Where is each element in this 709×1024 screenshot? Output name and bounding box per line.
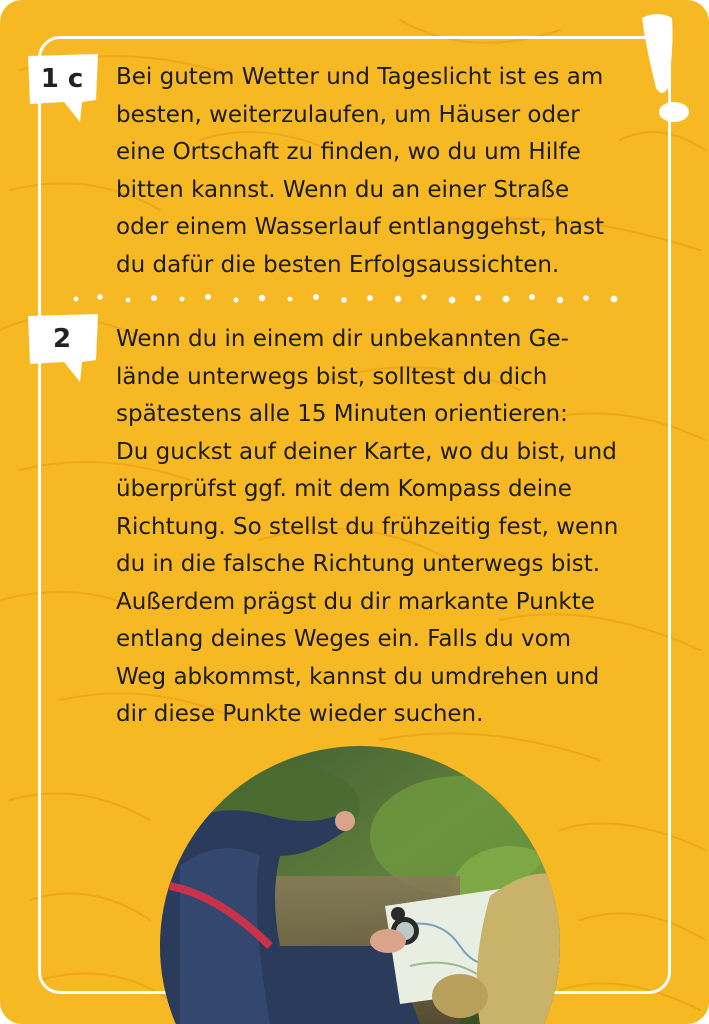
text-line: lände unterwegs bist, solltest du dich xyxy=(116,363,548,390)
text-line: du dafür die besten Erfolgsaussichten. xyxy=(116,251,560,278)
text-line: du in die falsche Richtung unterwegs bist. xyxy=(116,551,601,577)
text-line: Richtung. So stellst du frühzeitig fest, wenn xyxy=(116,513,619,540)
text-line: eine Ortschaft zu finden, wo du um Hilfe xyxy=(116,139,581,165)
text-line: besten, weiterzulaufen, um Häuser oder xyxy=(116,101,580,128)
text-line: überprüfst ggf. mit dem Kompass deine xyxy=(116,476,572,502)
text-line: Wenn du in einem dir unbekannten Ge- xyxy=(116,326,569,352)
text-line: Bei gutem Wetter und Tageslicht ist es am xyxy=(116,64,604,90)
answer-badge-label: 1 c xyxy=(40,64,84,94)
answer-paragraph xyxy=(116,59,656,284)
hikers-with-map-and-compass-image xyxy=(160,746,560,1024)
tip-paragraph xyxy=(116,321,656,734)
dotted-divider xyxy=(70,290,640,310)
text-line: bitten kannst. Wenn du an einer Straße xyxy=(116,176,570,203)
text-line: entlang deines Weges ein. Falls du vom xyxy=(116,626,572,652)
text-line: oder einem Wasserlauf entlanggehst, hast xyxy=(116,214,605,240)
text-line: spätestens alle 15 Minuten orientieren: xyxy=(116,401,568,427)
tip-badge xyxy=(26,314,102,389)
tip-badge-label: 2 xyxy=(52,324,72,354)
answer-badge xyxy=(26,54,102,129)
text-line: dir diese Punkte wieder suchen. xyxy=(116,701,484,727)
text-line: Weg abkommst, kannst du umdrehen und xyxy=(116,663,600,690)
text-line: Du guckst auf deiner Karte, wo du bist, und xyxy=(116,438,617,465)
text-line: Außerdem prägst du dir markante Punkte xyxy=(116,588,595,615)
